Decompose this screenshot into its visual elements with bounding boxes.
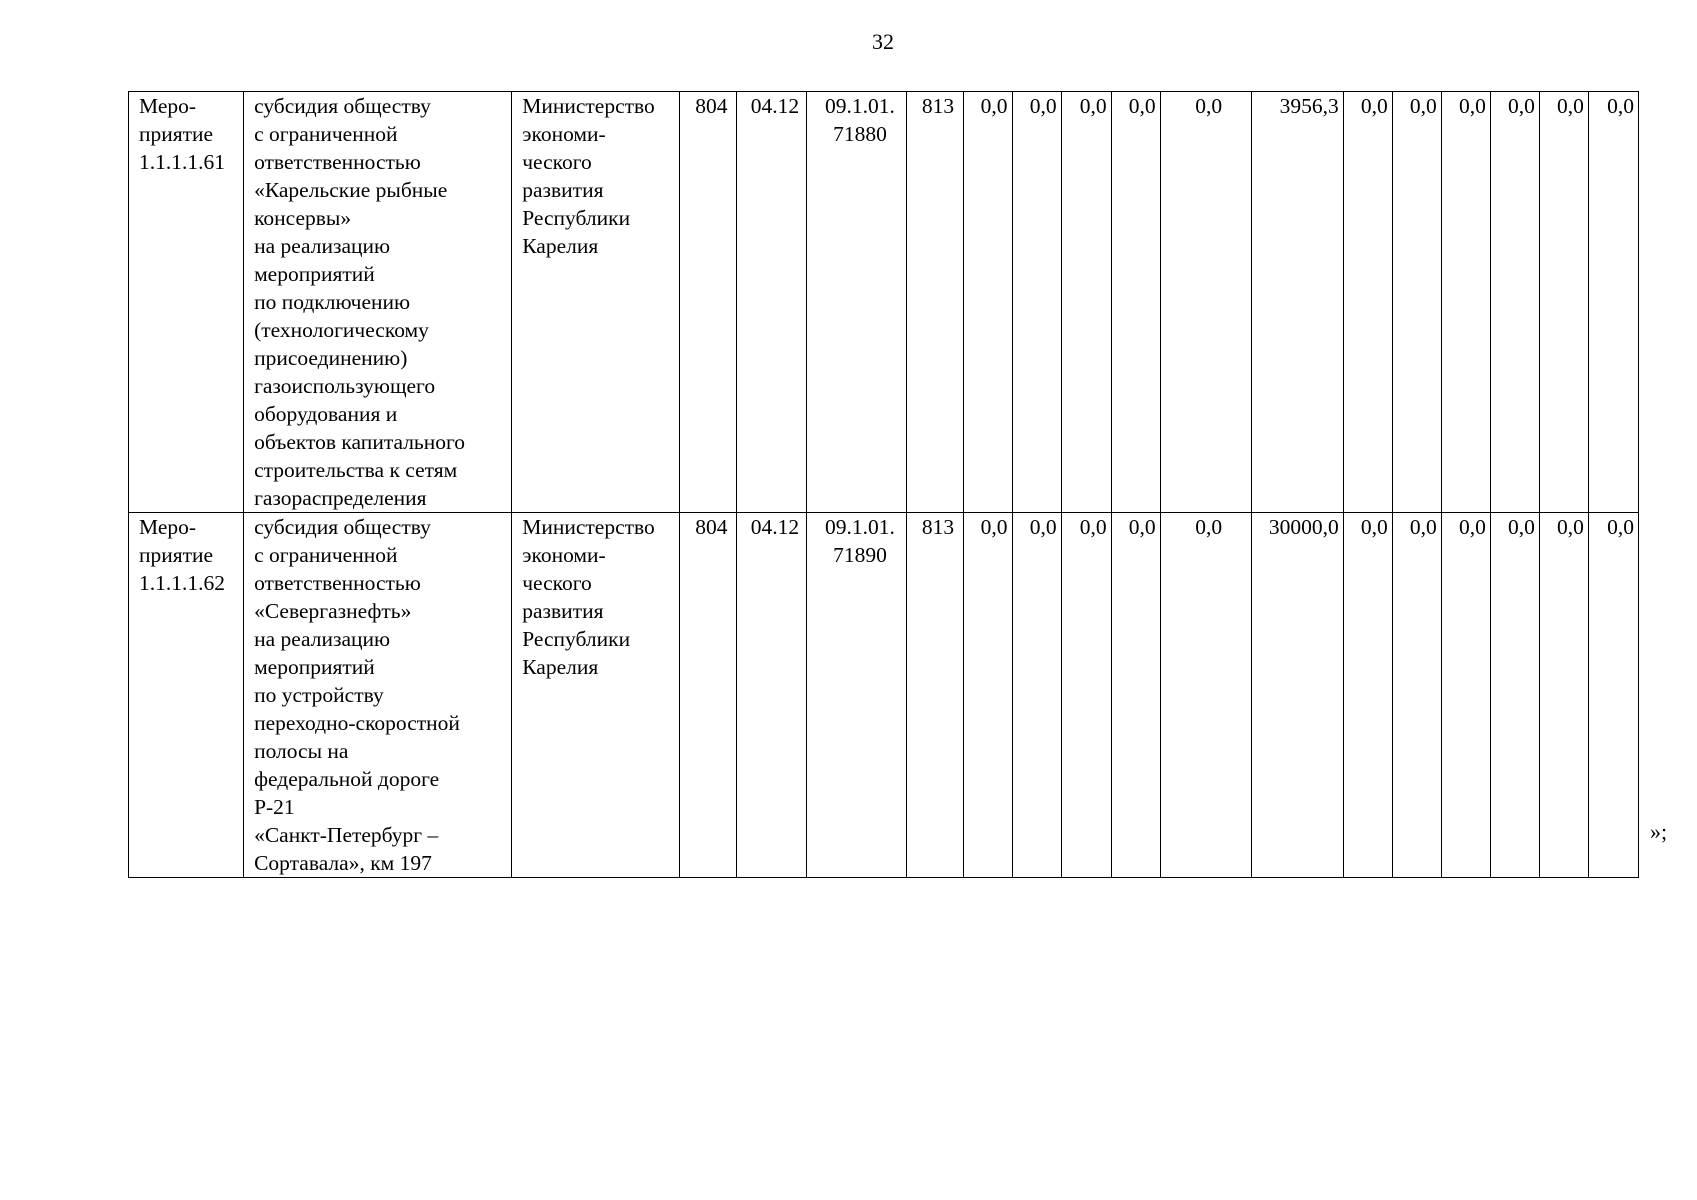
table-row bbox=[129, 92, 1639, 513]
value-cell: 0,0 bbox=[1160, 513, 1251, 878]
value-cell: 0,0 bbox=[1012, 513, 1061, 878]
value-cell: 0,0 bbox=[963, 92, 1012, 513]
rzpr-cell: 04.12 bbox=[737, 513, 807, 878]
value-cell: 0,0 bbox=[1539, 92, 1588, 513]
value-cell: 3956,3 bbox=[1251, 92, 1343, 513]
executor-cell: Министерство экономи- ческого развития Республики Карелия bbox=[512, 92, 680, 513]
value-cell: 0,0 bbox=[1343, 92, 1392, 513]
event-description-cell: субсидия обществу с ограниченной ответственностью «Севергазнефть» на реализацию мероприятий по устройству переходно-скоростной полосы на федеральной дороге Р-21 «Санкт-Петербург – Сортавала», км 197 bbox=[244, 513, 512, 878]
csr-cell: 09.1.01. 71880 bbox=[807, 92, 907, 513]
value-cell: 0,0 bbox=[1392, 92, 1441, 513]
value-cell: 0,0 bbox=[1490, 92, 1539, 513]
grbs-cell: 804 bbox=[680, 513, 737, 878]
vr-cell: 813 bbox=[907, 513, 963, 878]
executor-cell: Министерство экономи- ческого развития Республики Карелия bbox=[512, 513, 680, 878]
event-description-cell: субсидия обществу с ограниченной ответственностью «Карельские рыбные консервы» на реализацию мероприятий по подключению (технологическому присоединению) газоиспользующего оборудования и объектов капитального строительства к сетям газораспределения bbox=[244, 92, 512, 513]
page-number: 32 bbox=[872, 29, 894, 54]
value-cell: 0,0 bbox=[1588, 513, 1638, 878]
value-cell: 0,0 bbox=[1392, 513, 1441, 878]
value-cell: 0,0 bbox=[1441, 513, 1490, 878]
event-code-cell: Меро- приятие 1.1.1.1.62 bbox=[129, 513, 244, 878]
event-code-cell: Меро- приятие 1.1.1.1.61 bbox=[129, 92, 244, 513]
closing-quote-mark: »; bbox=[1650, 819, 1668, 844]
table-row bbox=[129, 513, 1639, 878]
value-cell: 0,0 bbox=[1343, 513, 1392, 878]
value-cell: 0,0 bbox=[1539, 513, 1588, 878]
rzpr-cell: 04.12 bbox=[737, 92, 807, 513]
vr-cell: 813 bbox=[907, 92, 963, 513]
value-cell: 0,0 bbox=[1061, 513, 1111, 878]
csr-cell: 09.1.01. 71890 bbox=[807, 513, 907, 878]
value-cell: 0,0 bbox=[1111, 92, 1160, 513]
value-cell: 0,0 bbox=[1111, 513, 1160, 878]
value-cell: 0,0 bbox=[963, 513, 1012, 878]
value-cell: 0,0 bbox=[1061, 92, 1111, 513]
value-cell: 30000,0 bbox=[1251, 513, 1343, 878]
grbs-cell: 804 bbox=[680, 92, 737, 513]
program-measures-table bbox=[128, 91, 1639, 878]
value-cell: 0,0 bbox=[1012, 92, 1061, 513]
value-cell: 0,0 bbox=[1160, 92, 1251, 513]
value-cell: 0,0 bbox=[1588, 92, 1638, 513]
value-cell: 0,0 bbox=[1490, 513, 1539, 878]
value-cell: 0,0 bbox=[1441, 92, 1490, 513]
